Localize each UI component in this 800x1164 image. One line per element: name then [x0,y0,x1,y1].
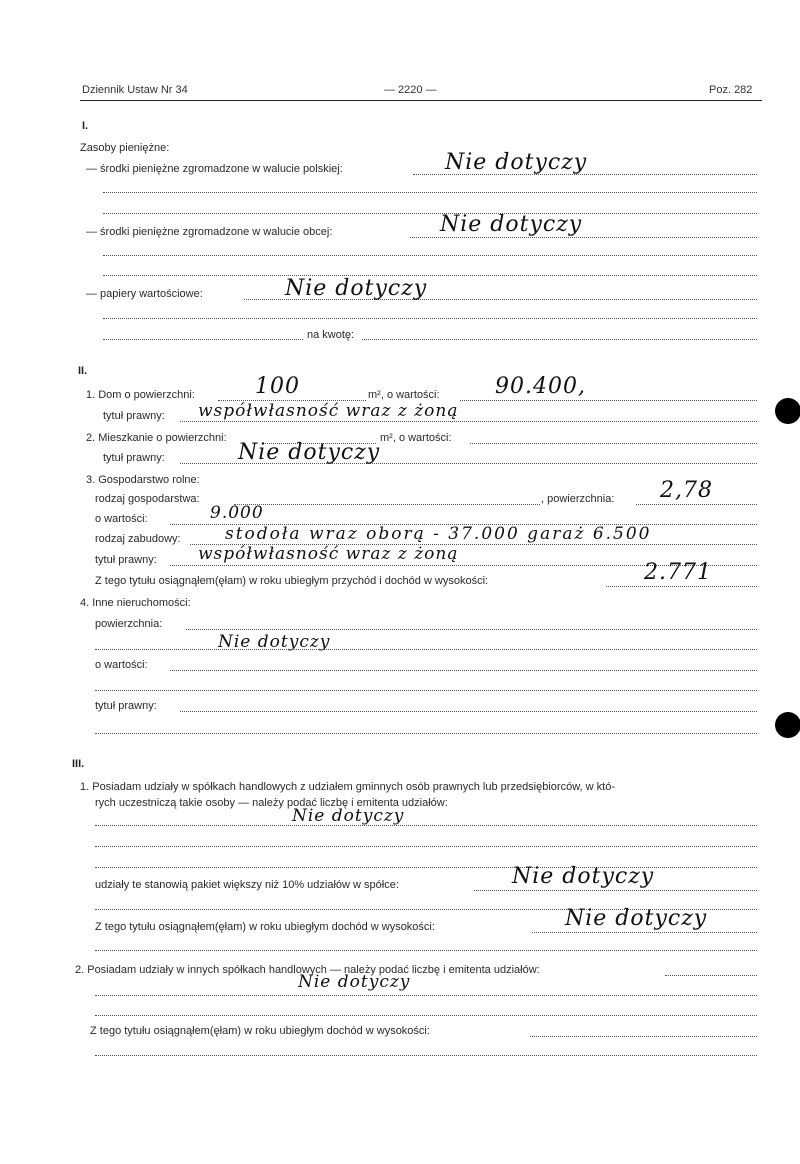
continuation-line[interactable] [95,995,757,996]
shares-q2-line[interactable] [665,975,757,976]
shares-packet-value: Nie dotyczy [512,864,655,889]
farm-area-value: 2,78 [660,478,713,503]
flat-title-value: Nie dotyczy [238,440,381,465]
continuation-line[interactable] [95,649,757,650]
continuation-line[interactable] [103,255,757,256]
polish-currency-label: — środki pieniężne zgromadzone w walucie polskiej: [86,163,343,175]
shares-q2-line1: 2. Posiadam udziały w innych spółkach handlowych — należy podać liczbę i emitenta udziałów: [75,964,540,976]
continuation-line[interactable] [95,1015,757,1016]
continuation-line[interactable] [103,275,757,276]
shares-q2-value: Nie dotyczy [298,972,411,992]
header-rule [80,100,762,101]
other-value-line[interactable] [170,670,757,671]
farm-type-line[interactable] [234,504,540,505]
buildings-value: stodoła wraz oborą - 37.000 garaż 6.500 [225,524,652,544]
house-value: 90.400, [495,374,586,399]
flat-area-label: 2. Mieszkanie o powierzchni: [86,432,227,444]
other-area-line[interactable] [186,629,757,630]
foreign-currency-label: — środki pieniężne zgromadzone w walucie obcej: [86,226,333,238]
page-number: — 2220 — [384,84,437,96]
shares-packet-label: udziały te stanowią pakiet większy niż 10% udziałów w spółce: [95,879,399,891]
position-number: Poz. 282 [709,84,753,96]
house-area-label: 1. Dom o powierzchni: [86,389,195,401]
amount-line[interactable] [362,339,757,340]
house-value-label: m², o wartości: [368,389,440,401]
securities-label: — papiery wartościowe: [86,288,203,300]
section-1-label: I. [82,120,89,132]
continuation-line[interactable] [103,192,757,193]
other-title-label: tytuł prawny: [95,700,157,712]
continuation-line[interactable] [103,339,303,340]
farm-title-value: współwłasność wraz z żoną [198,544,459,564]
continuation-line[interactable] [103,213,757,214]
house-title-label: tytuł prawny: [103,410,165,422]
farm-type-label: rodzaj gospodarstwa: [95,493,200,505]
farm-value: 9.000 [210,503,264,523]
continuation-line[interactable] [95,867,757,868]
house-area-value: 100 [255,374,300,399]
shares-income-label: Z tego tytułu osiągnąłem(ęłam) w roku ubiegłym dochód w wysokości: [95,921,435,933]
farm-income-line[interactable] [606,586,757,587]
flat-value-line[interactable] [470,443,757,444]
securities-value: Nie dotyczy [285,276,428,301]
continuation-line[interactable] [95,690,757,691]
farm-income-value: 2.771 [644,560,712,585]
other-title-line[interactable] [180,711,757,712]
shares-q1-line2: rych uczestniczą takie osoby — należy podać liczbę i emitenta udziałów: [95,797,448,809]
section-3-label: III. [72,758,85,770]
farm-income-label: Z tego tytułu osiągnąłem(ęłam) w roku ubiegłym przychód i dochód w wysokości: [95,575,489,587]
continuation-line[interactable] [95,846,757,847]
other-property-label: 4. Inne nieruchomości: [80,597,191,609]
house-title-line[interactable] [180,421,757,422]
cash-resources-heading: Zasoby pieniężne: [80,142,170,154]
shares-packet-line[interactable] [474,890,757,891]
other-value-label: o wartości: [95,659,148,671]
house-value-line[interactable] [460,400,757,401]
shares-income-line[interactable] [532,932,757,933]
continuation-line[interactable] [95,950,757,951]
section-2-label: II. [78,365,88,377]
other-property-value: Nie dotyczy [218,632,331,652]
farm-area-label: , powierzchnia: [541,493,615,505]
shares-income-value: Nie dotyczy [565,906,708,931]
flat-value-label: m², o wartości: [380,432,452,444]
buildings-label: rodzaj zabudowy: [95,533,181,545]
continuation-line[interactable] [95,733,757,734]
house-title-value: współwłasność wraz z żoną [198,401,459,421]
polish-currency-value: Nie dotyczy [445,150,588,175]
shares-q1-line1: 1. Posiadam udziały w spółkach handlowych z udziałem gminnych osób prawnych lub przedsiębiorców, w któ- [80,781,615,793]
flat-title-label: tytuł prawny: [103,452,165,464]
foreign-currency-line[interactable] [410,237,757,238]
journal-title: Dziennik Ustaw Nr 34 [82,84,188,96]
farm-label: 3. Gospodarstwo rolne: [86,474,200,486]
amount-label: na kwotę: [307,329,355,341]
continuation-line[interactable] [95,825,757,826]
farm-value-label: o wartości: [95,513,148,525]
farm-area-line[interactable] [636,504,757,505]
continuation-line[interactable] [103,318,757,319]
shares-q1-value: Nie dotyczy [292,806,405,826]
farm-title-label: tytuł prawny: [95,554,157,566]
other-area-label: powierzchnia: [95,618,163,630]
continuation-line[interactable] [95,1055,757,1056]
foreign-currency-value: Nie dotyczy [440,212,583,237]
binder-hole [775,712,800,738]
shares-q2-income-line[interactable] [530,1036,757,1037]
binder-hole [775,398,800,424]
shares-q2-income-label: Z tego tytułu osiągnąłem(ęłam) w roku ubiegłym dochód w wysokości: [90,1025,430,1037]
